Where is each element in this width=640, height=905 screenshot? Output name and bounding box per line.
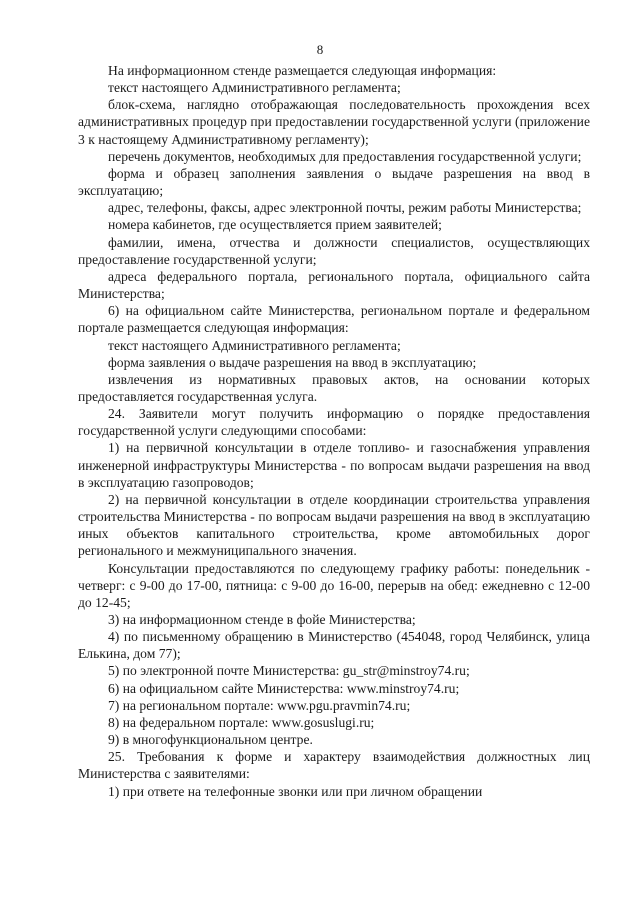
paragraph: 6) на официальном сайте Министерства, региональном портале и федеральном портале размещается следующая информация: <box>78 303 590 336</box>
paragraph: извлечения из нормативных правовых актов, на основании которых предоставляется государственная услуга. <box>78 371 590 404</box>
paragraph: адрес, телефоны, факсы, адрес электронной почты, режим работы Министерства; <box>108 200 582 216</box>
paragraph: Консультации предоставляются по следующему графику работы: понедельник - четверг: с 9-00 до 17-00, пятница: с 9-00 до 16-00, перерыв на обед: ежедневно с 12-00 до 12-45; <box>78 560 590 610</box>
paragraph: форма заявления о выдаче разрешения на ввод в эксплуатацию; <box>108 354 477 370</box>
paragraph: 2) на первичной консультации в отделе координации строительства управления строительства Министерства - по вопросам выдачи разрешения на ввод в эксплуатацию иных объектов капитального строительства, кроме автомобильных дорог регионального и межмуниципального значения. <box>78 491 590 559</box>
paragraph: адреса федерального портала, регионального портала, официального сайта Министерства; <box>78 268 590 302</box>
paragraph: 6) на официальном сайте Министерства: www.minstroy74.ru; <box>108 680 460 696</box>
paragraph: фамилии, имена, отчества и должности специалистов, осуществляющих предоставление государственной услуги; <box>78 234 590 267</box>
paragraph: 5) по электронной почте Министерства: gu_str@minstroy74.ru; <box>108 663 470 679</box>
paragraph: 4) по письменному обращению в Министерство (454048, город Челябинск, улица Елькина, дом 77); <box>78 629 590 662</box>
paragraph: форма и образец заполнения заявления о выдаче разрешения на ввод в эксплуатацию; <box>78 165 590 199</box>
paragraph: номера кабинетов, где осуществляется прием заявителей; <box>108 217 442 233</box>
paragraph: перечень документов, необходимых для предоставления государственной услуги; <box>108 148 582 164</box>
paragraph: 8) на федеральном портале: www.gosuslugi.ru; <box>108 714 375 730</box>
paragraph: 3) на информационном стенде в фойе Министерства; <box>108 612 416 627</box>
paragraph: текст настоящего Административного регламента; <box>108 337 401 353</box>
paragraph: блок-схема, наглядно отображающая последовательность прохождения всех административных процедур при предоставлении государственной услуги (приложение 3 к настоящему Административному регламенту); <box>78 97 590 147</box>
paragraph: 1) на первичной консультации в отделе топливо- и газоснабжения управления инженерной инфраструктуры Министерства - по вопросам выдачи разрешения на ввод в эксплуатацию газопроводов; <box>78 440 590 490</box>
paragraph: 25. Требования к форме и характеру взаимодействия должностных лиц Министерства с заявителями: <box>78 749 590 782</box>
paragraph: 9) в многофункциональном центре. <box>108 732 313 748</box>
paragraph: текст настоящего Административного регламента; <box>108 80 401 96</box>
paragraph: 24. Заявители могут получить информацию о порядке предоставления государственной услуги следующими способами: <box>78 406 590 439</box>
paragraph: 1) при ответе на телефонные звонки или при личном обращении <box>108 783 483 799</box>
paragraph: На информационном стенде размещается следующая информация: <box>108 63 497 78</box>
paragraph: 7) на региональном портале: www.pgu.pravmin74.ru; <box>108 697 411 713</box>
page-number: 8 <box>316 42 324 57</box>
document-body <box>78 62 590 800</box>
